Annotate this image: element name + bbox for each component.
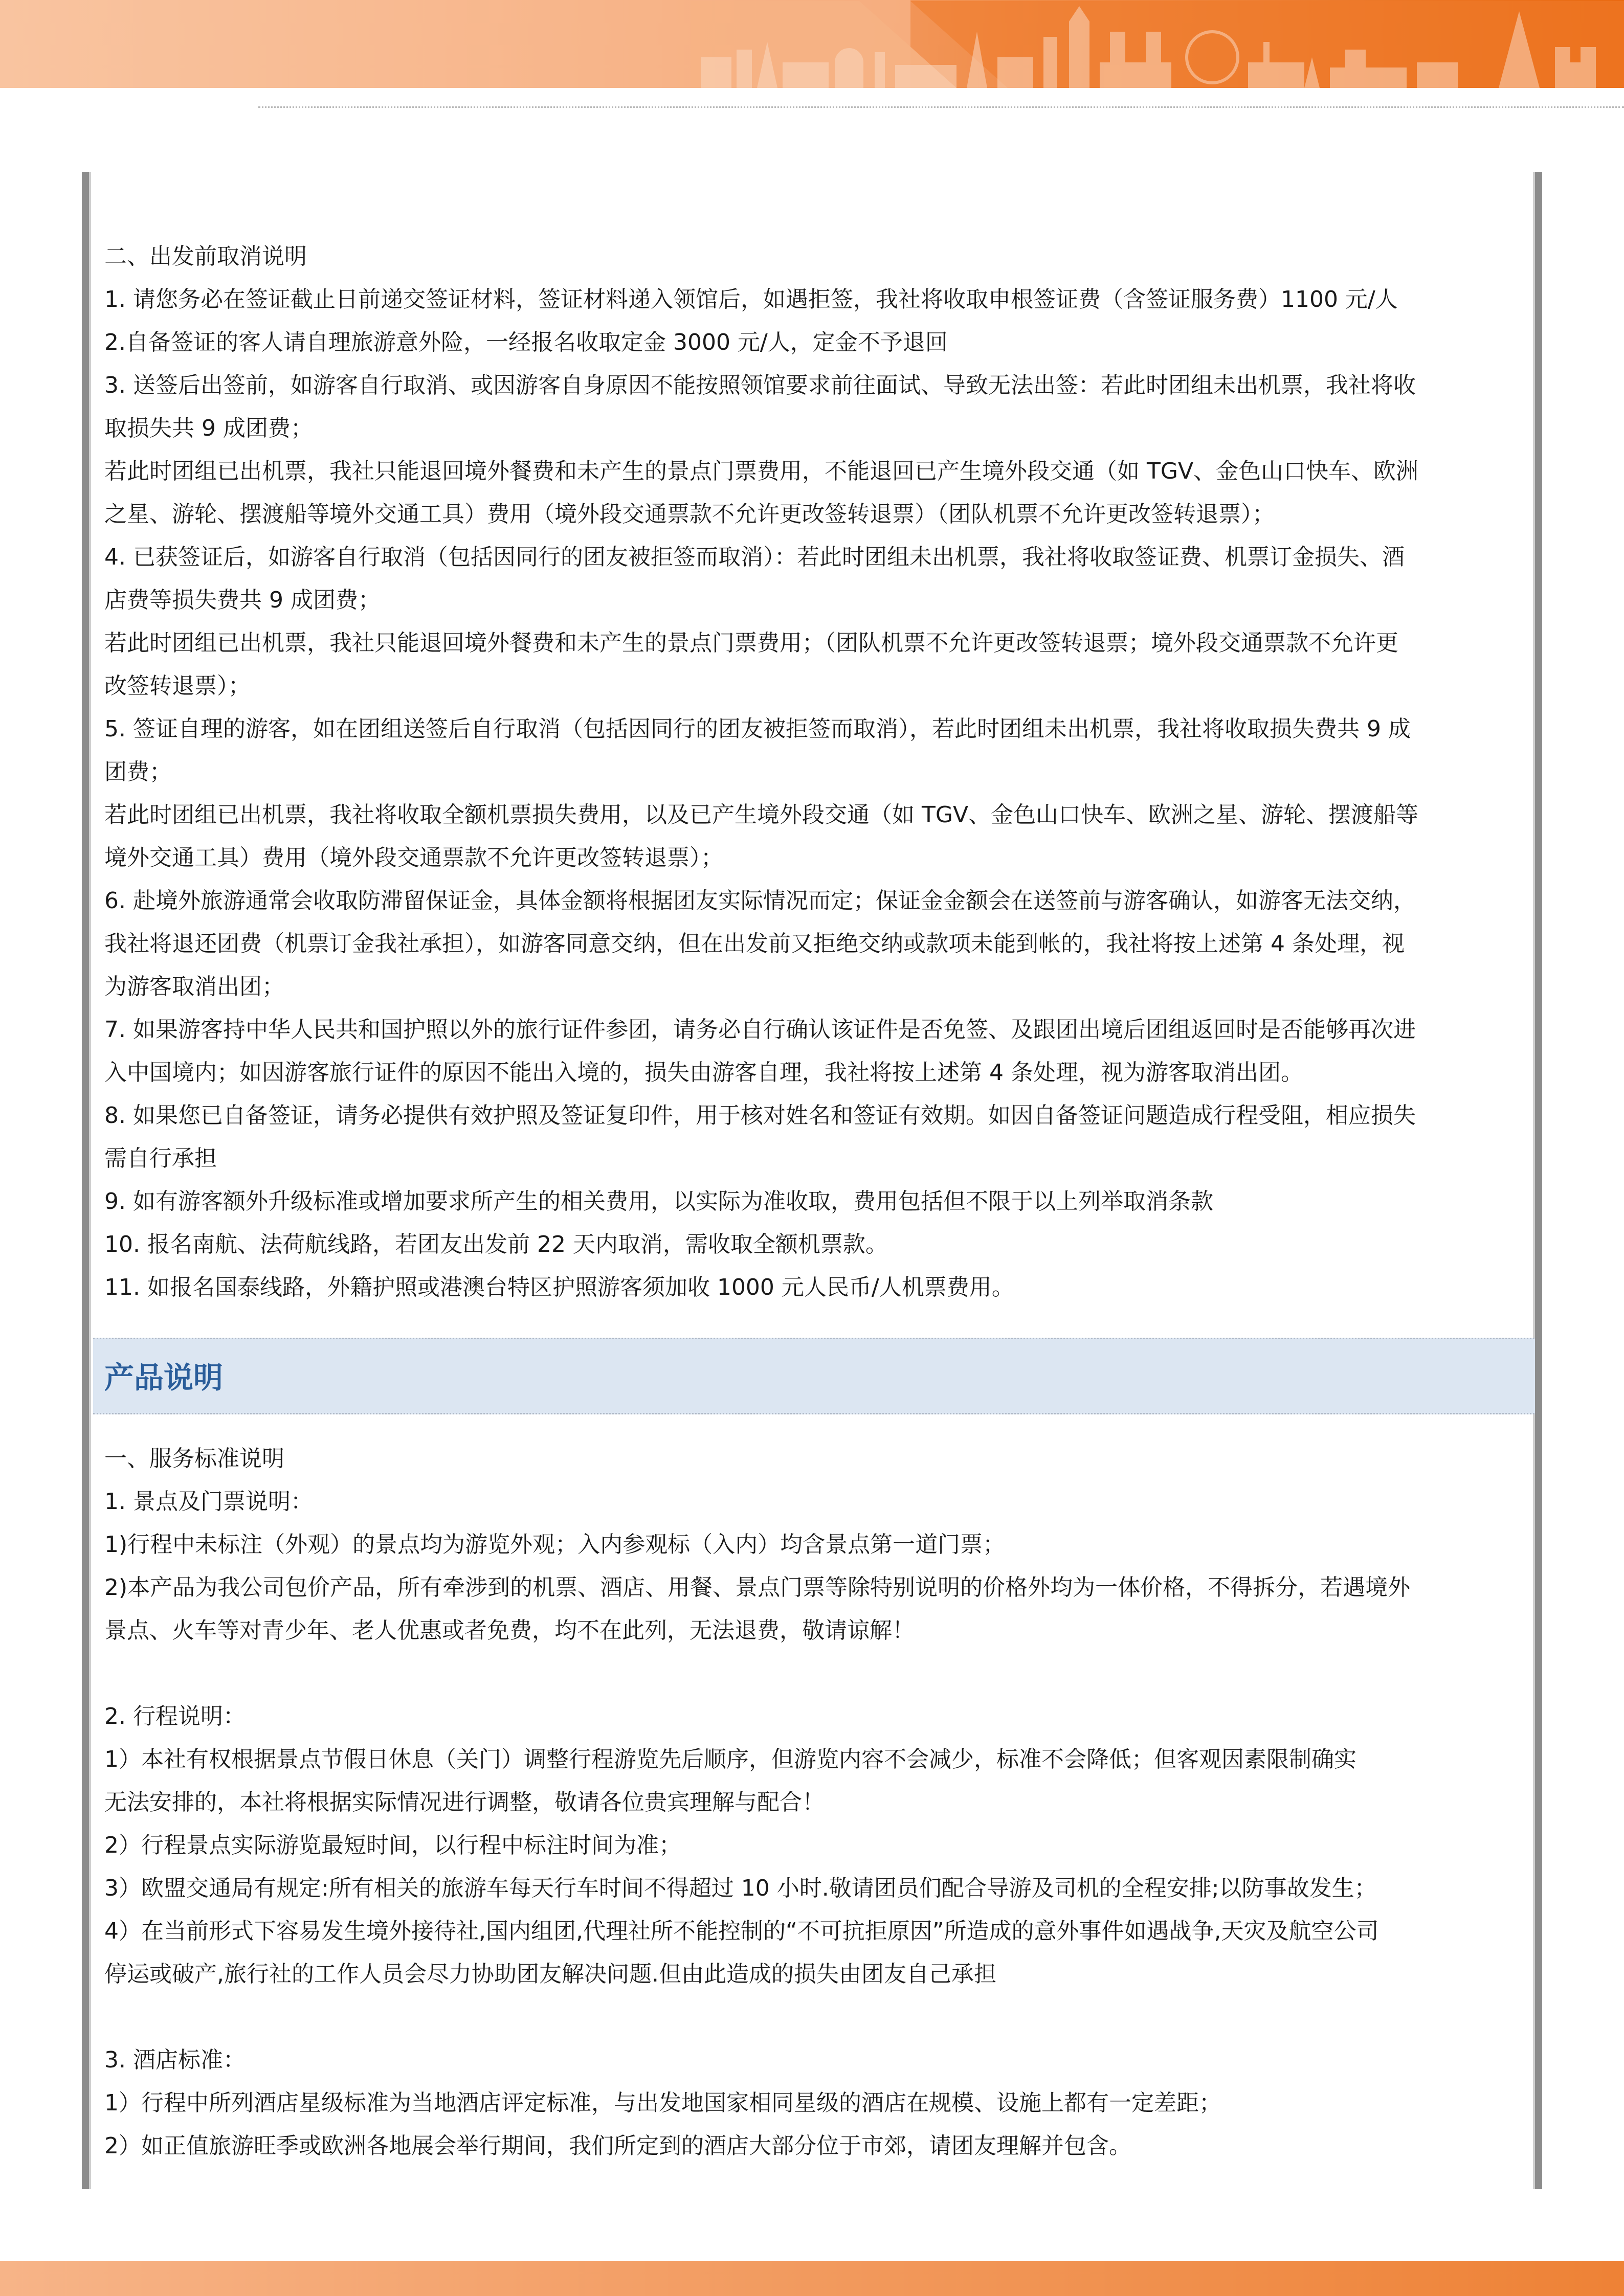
description-line: 景点、火车等对青少年、老人优惠或者免费，均不在此列，无法退费，敬请谅解！ [104, 1617, 915, 1644]
policy-line: 改签转退票）； [104, 673, 251, 699]
header-divider [258, 106, 1624, 108]
description-line: 1)行程中未标注（外观）的景点均为游览外观；入内参观标（入内）均含景点第一道门票； [104, 1532, 1006, 1558]
policy-line: 我社将退还团费（机票订金我社承担），如游客同意交纳，但在出发前又拒绝交纳或款项未能到帐的，我社将按上述第 4 条处理，视 [104, 931, 1405, 957]
cancellation-heading: 二、出发前取消说明 [104, 243, 307, 269]
header-banner [0, 0, 1624, 88]
description-line: 1）行程中所列酒店星级标准为当地酒店评定标准，与出发地国家相同星级的酒店在规模、设施上都有一定差距； [104, 2090, 1221, 2116]
policy-line: 8. 如果您已自备签证，请务必提供有效护照及签证复印件，用于核对姓名和签证有效期。如因自备签证问题造成行程受阻，相应损失 [104, 1102, 1416, 1129]
policy-line: 1. 请您务必在签证截止日前递交签证材料，签证材料递入领馆后，如遇拒签，我社将收取申根签证费（含签证服务费）1100 元/人 [104, 286, 1398, 312]
content-frame [82, 172, 1542, 2189]
policy-line: 境外交通工具）费用（境外段交通票款不允许更改签转退票）； [104, 845, 723, 871]
description-line: 1）本社有权根据景点节假日休息（关门）调整行程游览先后顺序，但游览内容不会减少，标准不会降低；但客观因素限制确实 [104, 1746, 1356, 1772]
blank-line [104, 1652, 1537, 1695]
description-line: 3. 酒店标准： [104, 2047, 246, 2073]
policy-line: 6. 赴境外旅游通常会收取防滞留保证金，具体金额将根据团友实际情况而定；保证金金额会在送签前与游客确认，如游客无法交纳， [104, 888, 1416, 914]
policy-line: 为游客取消出团； [104, 974, 284, 1000]
description-line: 2）如正值旅游旺季或欧洲各地展会举行期间，我们所定到的酒店大部分位于市郊，请团友理解并包含。 [104, 2133, 1131, 2159]
policy-line: 3. 送签后出签前，如游客自行取消、或因游客自身原因不能按照领馆要求前往面试、导致无法出签：若此时团组未出机票，我社将收 [104, 372, 1416, 398]
policy-line: 5. 签证自理的游客，如在团组送签后自行取消（包括因同行的团友被拒签而取消），若此时团组未出机票，我社将收取损失费共 9 成 [104, 716, 1411, 742]
footer-band [0, 2261, 1624, 2296]
policy-line: 团费； [104, 759, 172, 785]
policy-line: 店费等损失费共 9 成团费； [104, 587, 381, 613]
policy-line: 取损失共 9 成团费； [104, 415, 313, 441]
description-line: 4）在当前形式下容易发生境外接待社,国内组团,代理社所不能控制的“不可抗拒原因”所造成的意外事件如遇战争,天灾及航空公司 [104, 1918, 1379, 1944]
policy-line: 10. 报名南航、法荷航线路，若团友出发前 22 天内取消，需收取全额机票款。 [104, 1231, 888, 1257]
policy-line: 9. 如有游客额外升级标准或增加要求所产生的相关费用，以实际为准收取，费用包括但不限于以上列举取消条款 [104, 1188, 1213, 1214]
description-line: 3）欧盟交通局有规定:所有相关的旅游车每天行车时间不得超过 10 小时.敬请团员们配合导游及司机的全程安排;以防事故发生； [104, 1875, 1377, 1901]
policy-line: 若此时团组已出机票，我社只能退回境外餐费和未产生的景点门票费用，不能退回已产生境外段交通（如 TGV、金色山口快车、欧洲 [104, 458, 1419, 484]
policy-line: 入中国境内；如因游客旅行证件的原因不能出入境的，损失由游客自理，我社将按上述第 4 条处理，视为游客取消出团。 [104, 1060, 1303, 1086]
blank-line [104, 1996, 1537, 2039]
description-line: 1. 景点及门票说明： [104, 1489, 313, 1515]
section-title: 产品说明 [104, 1360, 224, 1395]
service-heading: 一、服务标准说明 [104, 1446, 284, 1472]
policy-line: 若此时团组已出机票，我社只能退回境外餐费和未产生的景点门票费用；（团队机票不允许更改签转退票；境外段交通票款不允许更 [104, 630, 1398, 656]
section-header-bar [93, 1338, 1538, 1414]
description-line: 2)本产品为我公司包价产品，所有牵涉到的机票、酒店、用餐、景点门票等除特别说明的价格外均为一体价格，不得拆分，若遇境外 [104, 1574, 1411, 1601]
city-skyline-icon [691, 1, 1624, 88]
description-line: 无法安排的，本社将根据实际情况进行调整，敬请各位贵宾理解与配合！ [104, 1789, 825, 1815]
product-description [104, 1437, 1537, 2168]
policy-line: 4. 已获签证后，如游客自行取消（包括因同行的团友被拒签而取消）：若此时团组未出机票，我社将收取签证费、机票订金损失、酒 [104, 544, 1405, 570]
policy-line: 之星、游轮、摆渡船等境外交通工具）费用（境外段交通票款不允许更改签转退票）（团队机票不允许更改签转退票）； [104, 501, 1275, 527]
cancellation-policy [104, 235, 1537, 1309]
policy-line: 需自行承担 [104, 1145, 217, 1172]
description-line: 2）行程景点实际游览最短时间，以行程中标注时间为准； [104, 1832, 681, 1858]
frame-border-left [89, 172, 91, 2189]
policy-line: 7. 如果游客持中华人民共和国护照以外的旅行证件参团，请务必自行确认该证件是否免签、及跟团出境后团组返回时是否能够再次进 [104, 1017, 1416, 1043]
description-line: 停运或破产,旅行社的工作人员会尽力协助团友解决问题.但由此造成的损失由团友自己承担 [104, 1961, 996, 1987]
policy-line: 2.自备签证的客人请自理旅游意外险，一经报名收取定金 3000 元/人，定金不予退回 [104, 329, 948, 355]
policy-line: 11. 如报名国泰线路，外籍护照或港澳台特区护照游客须加收 1000 元人民币/人机票费用。 [104, 1274, 1014, 1300]
description-line: 2. 行程说明： [104, 1703, 246, 1729]
policy-line: 若此时团组已出机票，我社将收取全额机票损失费用，以及已产生境外段交通（如 TGV、金色山口快车、欧洲之星、游轮、摆渡船等 [104, 802, 1419, 828]
